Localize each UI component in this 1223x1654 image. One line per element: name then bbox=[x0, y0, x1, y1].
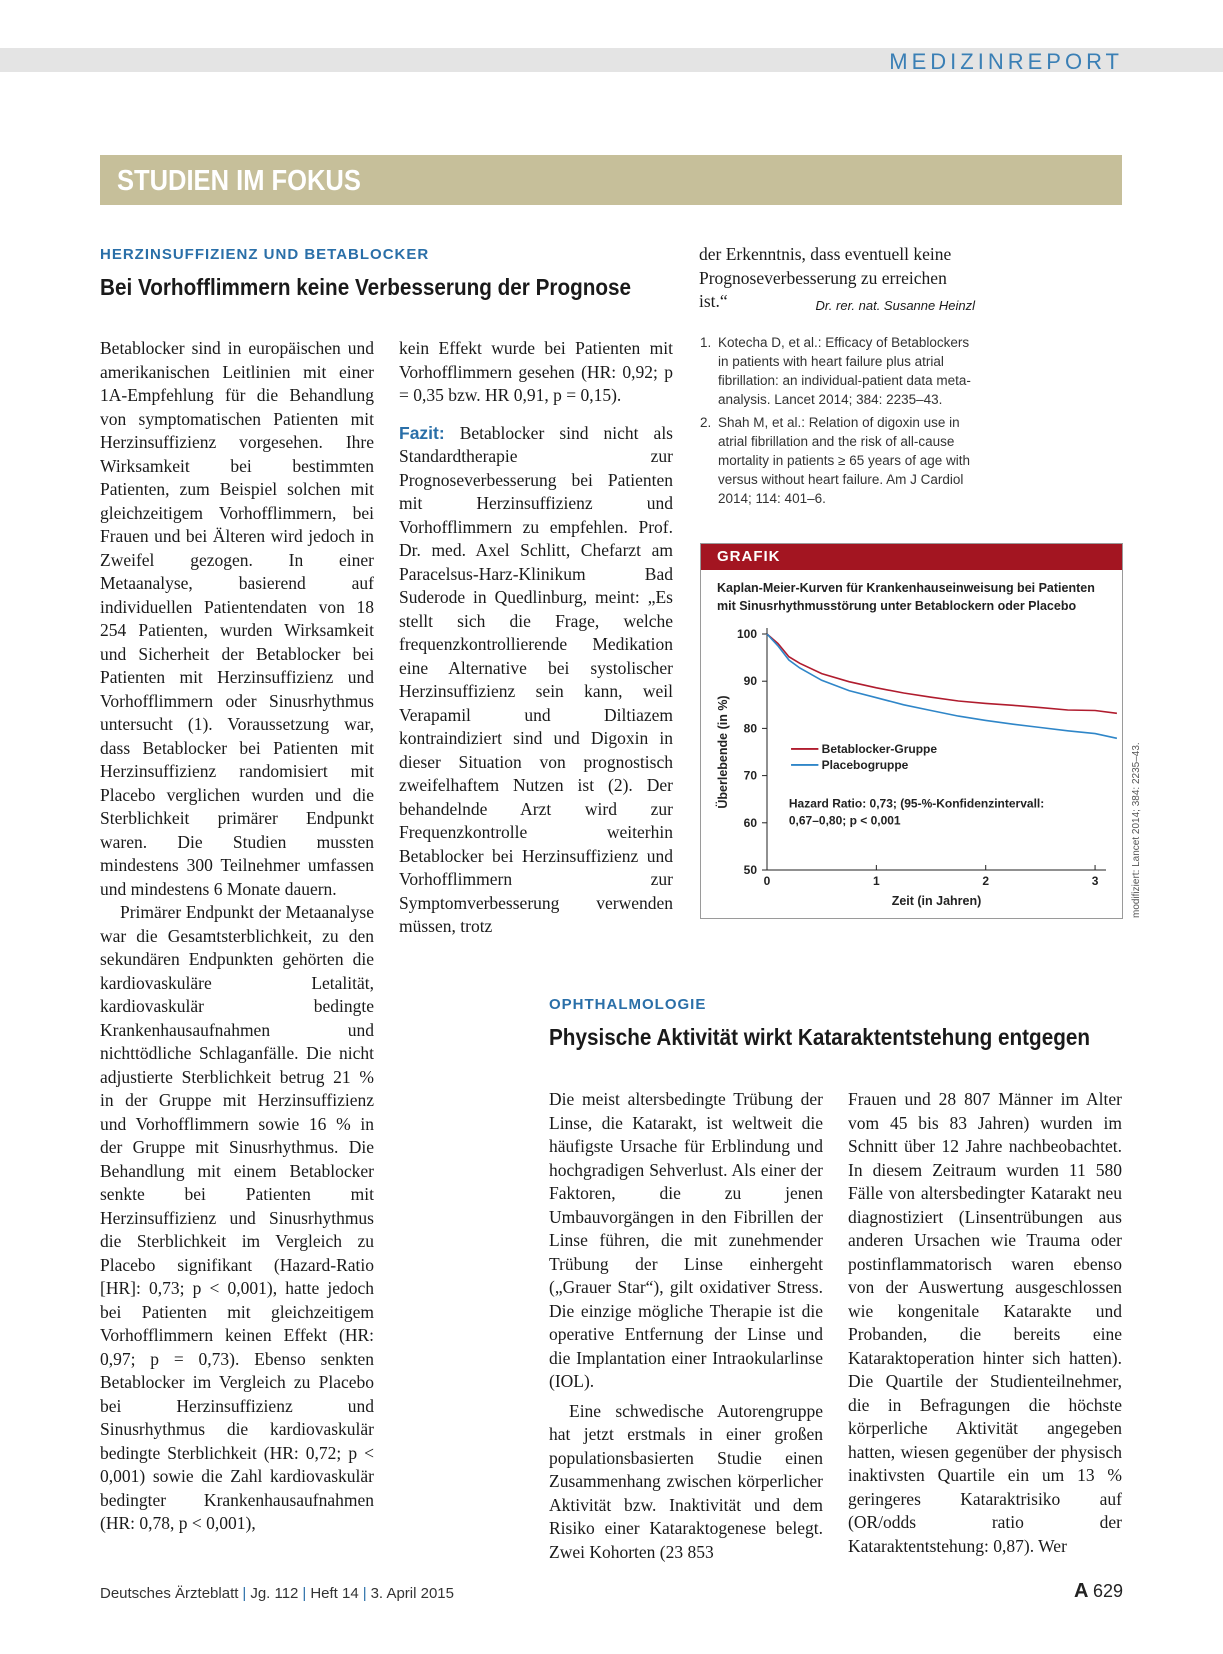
fazit-label: Fazit: bbox=[399, 422, 445, 443]
page-letter: A bbox=[1074, 1580, 1089, 1602]
footer-separator: | bbox=[302, 1585, 307, 1602]
article2-col2-paragraph-1: Frauen und 28 807 Männer im Alter vom 45 bis 83 Jahren) wurden im Schnitt über 12 Jahre nachbeobachtet. In diesem Zeitraum wurden 11 580 Fälle von altersbedingter Katarakt neu diagnostiziert (Linsentrübungen aus anderen Ursachen wie Trauma oder postinflammatorisch waren ebenso von der Auswertung ausgeschlossen wie kongenitale Katarakte und Probanden, die bereits eine Kataraktoperation hinter sich hatten). Die Quartile der Studienteilnehmer, die in Befragungen die höchste körperliche Aktivität angegeben hatten, wiesen gegenüber der physisch inaktivsten Quartile ein um 13 % geringeres Kataraktrisiko auf (OR/odds ratio der Kataraktentstehung: 0,87). Wer bbox=[848, 1089, 1122, 1556]
article1-col3-text: der Erkenntnis, dass eventuell keine Prognoseverbesserung zu erreichen ist.“ bbox=[699, 244, 952, 311]
article1-column-3 bbox=[699, 243, 975, 318]
chart-source-note: modifiziert: Lancet 2014; 384: 2235–43. bbox=[1131, 742, 1142, 918]
fazit-text: Betablocker sind nicht als Standardtherapie zur Prognoseverbesserung bei Patienten mit Herzinsuffizienz und Vorhofflimmern zu empfehlen. Prof. Dr. med. Axel Schlitt, Chefarzt am Paracelsus-Harz-Klinikum Bad Suderode in Quedlinburg, meint: „Es stellt sich die Frage, welche frequenzkontrollierende Medikation eine Alternative bei systolischer Herzinsuffizienz sein kann, weil Verapamil und Diltiazem kontraindiziert sind und Digoxin in dieser Situation von prognostisch zweifelhaftem Nutzen ist (2). Der behandelnde Arzt wird zur Frequenzkontrolle weiterhin Betablocker bei Herzinsuffizienz und Vorhofflimmern zur Symptomverbesserung verwenden müssen, trotz bbox=[399, 422, 673, 936]
y-tick-label: 70 bbox=[743, 768, 757, 783]
footer-journal: Deutsches Ärzteblatt bbox=[100, 1585, 239, 1602]
reference-number: 2. bbox=[700, 415, 712, 430]
article2-headline: Physische Aktivität wirkt Kataraktentstehung entgegen bbox=[549, 1024, 1091, 1050]
y-tick-label: 90 bbox=[743, 674, 757, 689]
footer-date: 3. April 2015 bbox=[370, 1585, 454, 1602]
hazard-ratio-annotation: Hazard Ratio: 0,73; (95-%-Konfidenzintervall: bbox=[788, 796, 1045, 811]
article2-column-2 bbox=[848, 1088, 1122, 1558]
article2-col1-paragraph-2: Eine schwedische Autorengruppe hat jetzt erstmals in einer großen populationsbasierten Studie einen Zusammenhang zwischen körperlicher Aktivität bzw. Inaktivität und dem Risiko einer Kataraktogenese belegt. Zwei Kohorten (23 853 bbox=[549, 1400, 823, 1562]
article2-column-1 bbox=[549, 1088, 823, 1564]
page-number bbox=[1074, 1580, 1123, 1603]
page-number-value: 629 bbox=[1092, 1581, 1123, 1601]
grafik-label: GRAFIK bbox=[717, 548, 781, 565]
y-axis-label: Überlebende (in %) bbox=[716, 695, 730, 809]
banner-title: STUDIEN IM FOKUS bbox=[117, 165, 361, 197]
article2-kicker: OPHTHALMOLOGIE bbox=[549, 996, 707, 1013]
article1-col2-paragraph-2 bbox=[399, 422, 673, 939]
author-signature: Dr. rer. nat. Susanne Heinzl bbox=[815, 298, 975, 313]
y-tick-label: 80 bbox=[743, 721, 757, 736]
article1-col1-paragraph-1: Betablocker sind in europäischen und amerikanischen Leitlinien mit einer 1A-Empfehlung für die Behandlung von symptomatischen Patienten mit Herzinsuffizienz vorgesehen. Ihre Wirksamkeit bei bestimmten Patienten, zum Beispiel solchen mit gleichzeitigem Vorhofflimmern, bei Frauen und bei Älteren wird jedoch in Zweifel gezogen. In einer Metaanalyse, basierend auf individuellen Patientendaten von 18 254 Patienten, wurden Wirksamkeit und Sicherheit der Betablocker bei Patienten mit Herzinsuffizienz und Vorhofflimmern oder Sinusrhythmus untersucht (1). Voraussetzung war, dass Betablocker bei Patienten mit Herzinsuffizienz randomisiert mit Placebo verglichen wurden und die Sterblichkeit primärer Endpunkt waren. Die Studien mussten mindestens 300 Teilnehmer umfassen und mindestens 6 Monate dauern. bbox=[100, 338, 374, 899]
footer-volume: Jg. 112 bbox=[250, 1585, 299, 1602]
section-label: MEDIZINREPORT bbox=[889, 49, 1123, 74]
x-tick-label: 2 bbox=[982, 874, 990, 888]
article1-col1-paragraph-2: Primärer Endpunkt der Metaanalyse war die Gesamtsterblichkeit, zu den sekundären Endpunkten gehörten die kardiovaskuläre Letalität, kardiovaskulär bedingte Krankenhausaufnahmen und nichttödliche Schlaganfälle. Die nicht adjustierte Sterblichkeit betrug 21 % in der Gruppe mit Herzinsuffizienz und Vorhofflimmern sowie 16 % in der Gruppe mit Sinusrhythmus. Die Behandlung mit einem Betablocker senkte bei Patienten mit Herzinsuffizienz und Sinusrhythmus die Sterblichkeit im Vergleich zu Placebo signifikant (Hazard-Ratio [HR]: 0,73; p < 0,001), hatte jedoch bei Patienten mit gleichzeitigem Vorhofflimmern keinen Effekt (HR: 0,97; p = 0,73). Ebenso senkten Betablocker im Vergleich zu Placebo bei Herzinsuffizienz und Sinusrhythmus die kardiovaskulär bedingte Sterblichkeit (HR: 0,72; p < 0,001) sowie die Zahl kardiovaskulär bedingter Krankenhausaufnahmen (HR: 0,78, p < 0,001), bbox=[100, 902, 374, 1533]
article2-col1-paragraph-1: Die meist altersbedingte Trübung der Linse, die Katarakt, ist weltweit die häufigste Ursache für Erblindung und hochgradigen Sehverlust. Als einer der Faktoren, die zu jenen Umbauvorgängen in den Fibrillen der Linse führen, die mit zunehmender Trübung der Linse einhergeht („Grauer Star“), gilt oxidativer Stress. Die einzige mögliche Therapie ist die operative Entfernung der Linse und die Implantation einer Intraokularlinse (IOL). bbox=[549, 1089, 823, 1391]
grafik-header bbox=[701, 544, 1122, 570]
hazard-ratio-annotation: 0,67–0,80; p < 0,001 bbox=[788, 813, 901, 828]
footer-citation bbox=[100, 1585, 454, 1602]
section-banner bbox=[100, 155, 1122, 205]
x-tick-label: 0 bbox=[763, 874, 771, 888]
footer-separator: | bbox=[362, 1585, 367, 1602]
x-axis-label: Zeit (in Jahren) bbox=[891, 894, 982, 908]
reference-text: Kotecha D, et al.: Efficacy of Betablockers in patients with heart failure plus atrial fibrillation: an individual-patient data meta-analysis. Lancet 2014; 384: 2235–43. bbox=[718, 335, 971, 407]
legend-label: Placebogruppe bbox=[821, 757, 909, 772]
article1-column-1 bbox=[100, 337, 374, 1536]
chart-title-line: mit Sinusrhythmusstörung unter Betablockern oder Placebo bbox=[717, 599, 1077, 613]
reference-item bbox=[700, 333, 980, 409]
legend-label: Betablocker-Gruppe bbox=[821, 741, 938, 756]
references-list bbox=[700, 333, 980, 512]
footer-separator: | bbox=[242, 1585, 247, 1602]
y-tick-label: 50 bbox=[743, 863, 757, 877]
chart-title-line: Kaplan-Meier-Kurven für Krankenhauseinweisung bei Patienten bbox=[717, 581, 1095, 595]
reference-number: 1. bbox=[700, 335, 712, 350]
article1-kicker: HERZINSUFFIZIENZ UND BETABLOCKER bbox=[100, 246, 430, 263]
series-line bbox=[767, 634, 1117, 713]
article1-col2-paragraph-1: kein Effekt wurde bei Patienten mit Vorhofflimmern gesehen (HR: 0,92; p = 0,35 bzw. HR 0,91, p = 0,15). bbox=[399, 338, 673, 405]
y-tick-label: 100 bbox=[736, 627, 757, 641]
article1-headline: Bei Vorhofflimmern keine Verbesserung der Prognose bbox=[100, 274, 632, 300]
y-tick-label: 60 bbox=[743, 815, 757, 830]
grafik-box bbox=[700, 543, 1123, 919]
x-tick-label: 1 bbox=[873, 874, 880, 888]
article1-column-2 bbox=[399, 337, 673, 939]
footer-issue: Heft 14 bbox=[310, 1585, 359, 1602]
reference-text: Shah M, et al.: Relation of digoxin use in atrial fibrillation and the risk of all-cause mortality in patients ≥ 65 years of age with versus without heart failure. Am J Cardiol 2014; 114: 401–6. bbox=[718, 415, 971, 506]
reference-item bbox=[700, 413, 980, 508]
x-tick-label: 3 bbox=[1091, 874, 1099, 888]
series-line bbox=[767, 634, 1117, 738]
kaplan-meier-chart bbox=[701, 570, 1122, 916]
